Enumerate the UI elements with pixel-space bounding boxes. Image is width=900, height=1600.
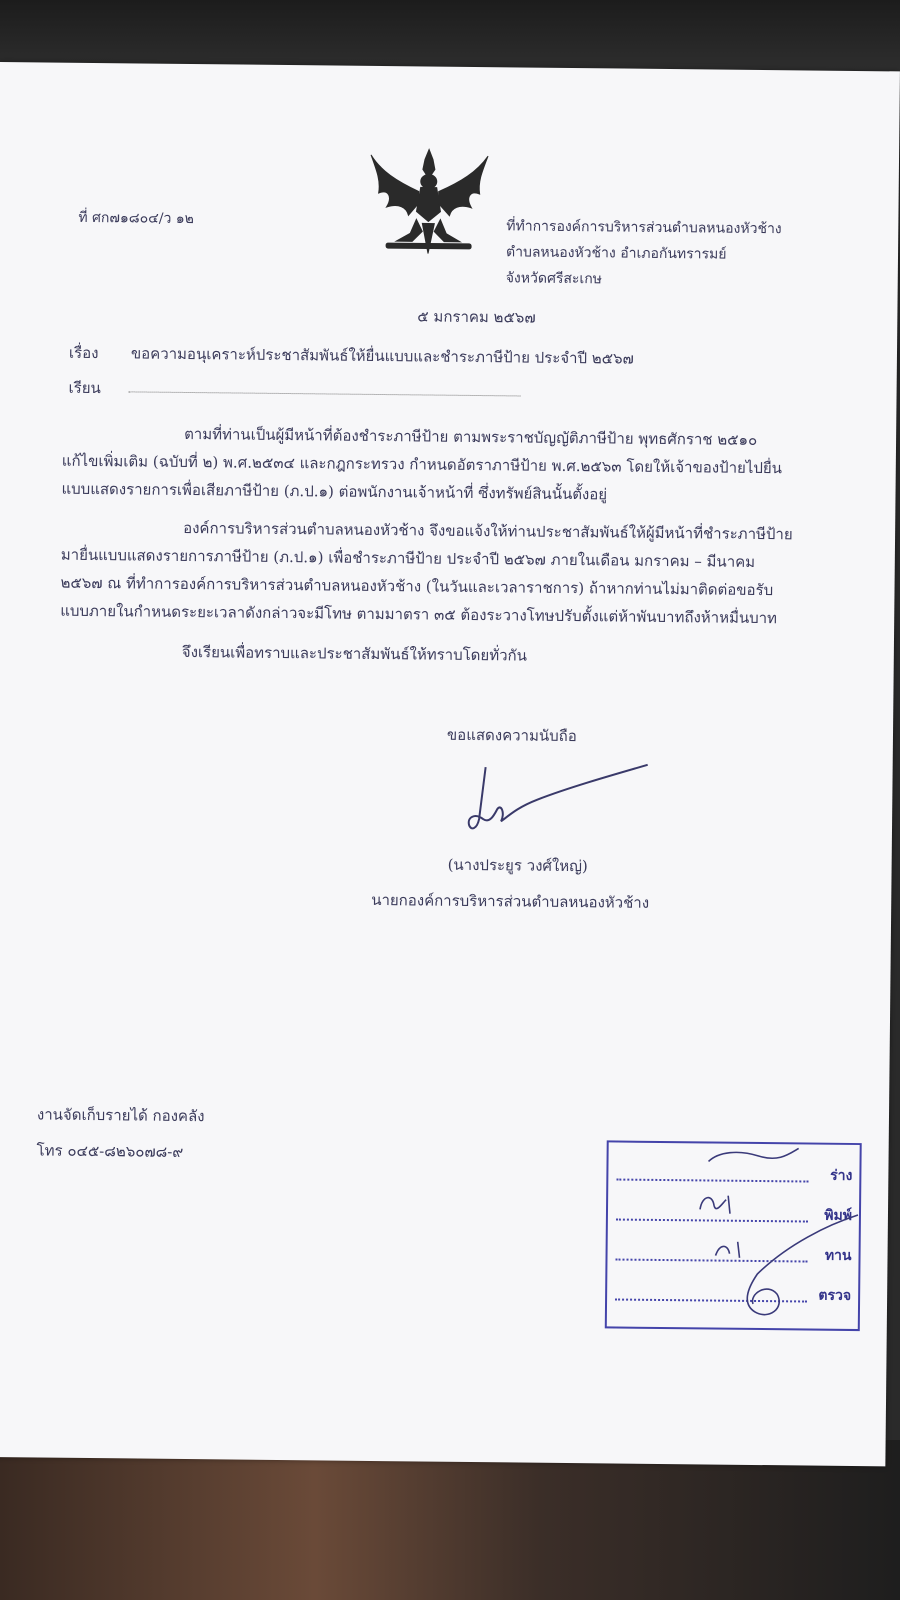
office-address-line-1: ที่ทำการองค์การบริหารส่วนตำบลหนองหัวช้าง bbox=[506, 218, 782, 238]
signer-title: นายกองค์การบริหารส่วนตำบลหนองหัวช้าง bbox=[371, 890, 650, 912]
stamp-initials bbox=[607, 1142, 864, 1333]
letter-date: ๕ มกราคม ๒๕๖๗ bbox=[417, 307, 536, 327]
department: งานจัดเก็บรายได้ กองคลัง bbox=[36, 1105, 205, 1126]
stamp-label-print: พิมพ์ bbox=[824, 1207, 853, 1224]
reference-number: ที่ ศก๗๑๘๐๔/ว ๑๒ bbox=[78, 209, 194, 228]
closing-sentence: จึงเรียนเพื่อทราบและประชาสัมพันธ์ให้ทราบโดยทั่วกัน bbox=[181, 642, 528, 665]
office-address-line-2: ตำบลหนองหัวช้าง อำเภอกันทรารมย์ bbox=[505, 244, 727, 263]
subject-text: ขอความอนุเคราะห์ประชาสัมพันธ์ให้ยื่นแบบและชำระภาษีป้าย ประจำปี ๒๕๖๗ bbox=[130, 344, 634, 368]
regards: ขอแสดงความนับถือ bbox=[446, 725, 577, 746]
paragraph-1-line-2: แก้ไขเพิ่มเติม (ฉบับที่ ๒) พ.ศ.๒๕๓๔ และกฎกระทรวง กำหนดอัตราภาษีป้าย พ.ศ.๒๕๖๓ โดยให้เจ้าของป้ายไปยื่น bbox=[61, 451, 783, 478]
paragraph-1-line-1: ตามที่ท่านเป็นผู้มีหน้าที่ต้องชำระภาษีป้าย ตามพระราชบัญญัติภาษีป้าย พุทธศักราช ๒๕๑๐ bbox=[184, 424, 758, 449]
stamp-label-review: ทาน bbox=[824, 1247, 852, 1264]
paragraph-2-line-2: มายื่นแบบแสดงรายการภาษีป้าย (ภ.ป.๑) เพื่อชำระภาษีป้าย ประจำปี ๒๕๖๗ ภายในเดือน มกราคม – มีนาคม bbox=[60, 545, 756, 571]
recipient-blank-line bbox=[129, 391, 521, 396]
stamp-label-check: ตรวจ bbox=[818, 1287, 852, 1304]
office-address-line-3: จังหวัดศรีสะเกษ bbox=[505, 270, 603, 288]
signer-name: (นางประยูร วงศ์ใหญ่) bbox=[447, 855, 588, 876]
letter-paper bbox=[0, 62, 900, 1466]
approval-stamp bbox=[605, 1140, 862, 1331]
paragraph-2-line-3: ๒๕๖๗ ณ ที่ทำการองค์การบริหารส่วนตำบลหนองหัวช้าง (ในวันและเวลาราชการ) ถ้าหากท่านไม่มาติดต่อขอรับ bbox=[60, 573, 774, 600]
garuda-emblem bbox=[366, 141, 492, 257]
recipient-label: เรียน bbox=[68, 378, 101, 398]
paragraph-1-line-3: แบบแสดงรายการเพื่อเสียภาษีป้าย (ภ.ป.๑) ต่อพนักงานเจ้าหน้าที่ ซึ่งทรัพย์สินนั้นตั้งอยู่ bbox=[61, 479, 608, 504]
subject-label: เรื่อง bbox=[68, 343, 99, 363]
stamp-label-draft: ร่าง bbox=[830, 1167, 853, 1184]
phone-number: โทร ๐๔๕-๘๒๖๐๗๘-๙ bbox=[36, 1141, 184, 1161]
paragraph-2-line-4: แบบภายในกำหนดระยะเวลาดังกล่าวจะมีโทษ ตามมาตรา ๓๕ ต้องระวางโทษปรับตั้งแต่ห้าพันบาทถึงห้าหมื่นบาท bbox=[60, 601, 778, 628]
paragraph-2-line-1: องค์การบริหารส่วนตำบลหนองหัวช้าง จึงขอแจ้งให้ท่านประชาสัมพันธ์ให้ผู้มีหน้าที่ชำระภาษีป้าย bbox=[183, 518, 793, 544]
signature bbox=[457, 757, 658, 849]
